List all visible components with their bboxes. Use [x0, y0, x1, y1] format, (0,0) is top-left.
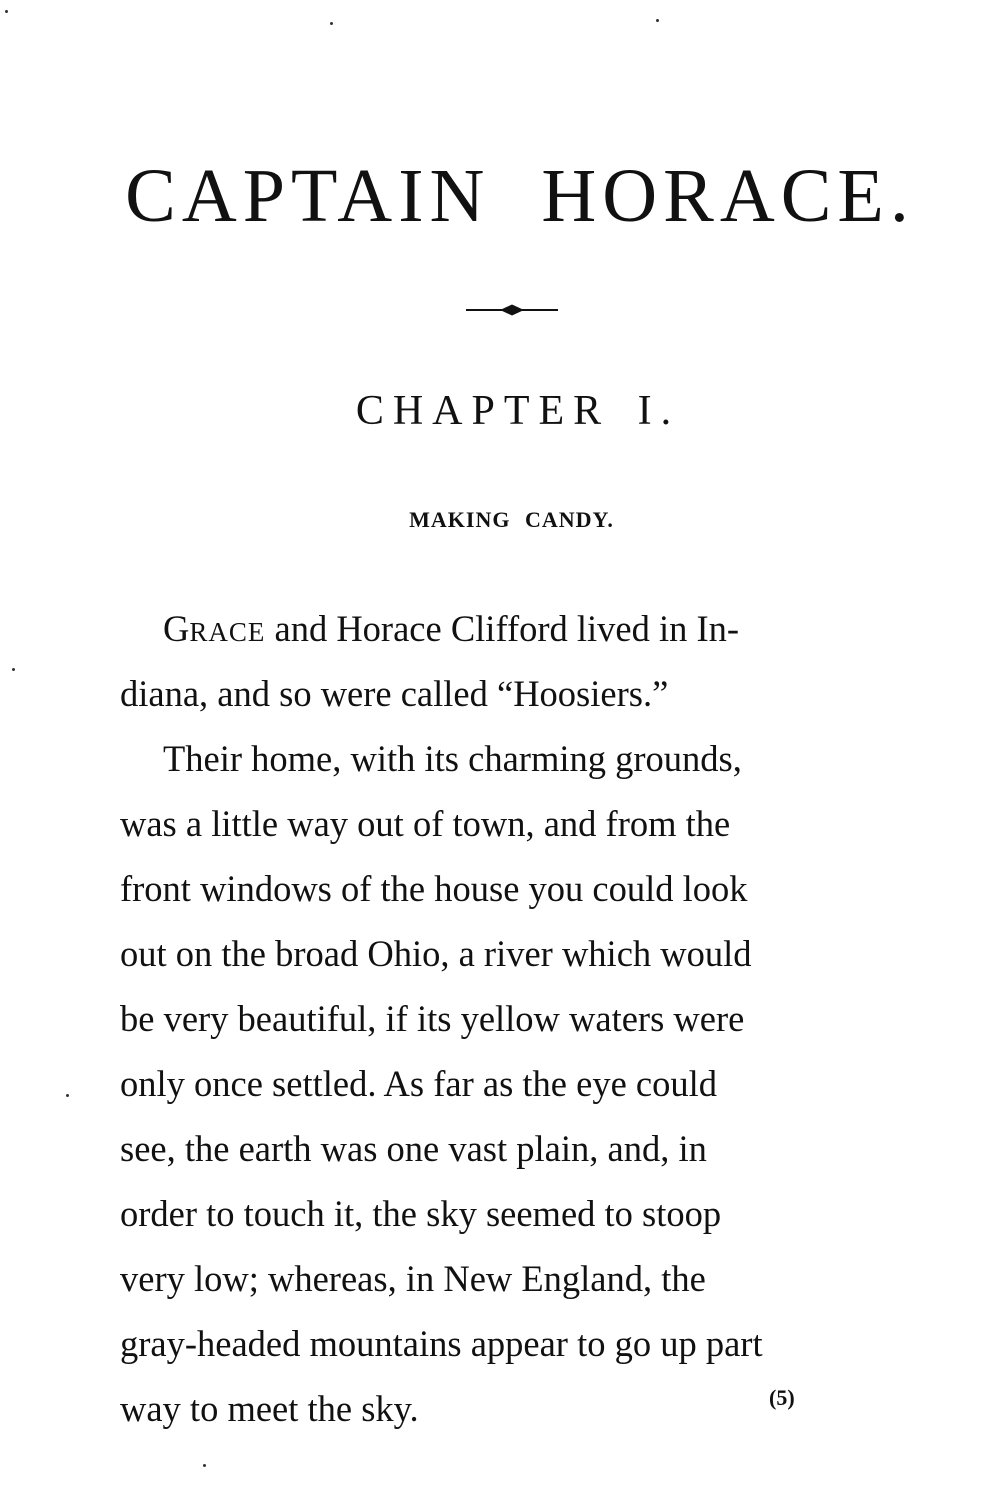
chapter-heading: CHAPTER I.: [355, 388, 681, 434]
book-title: CAPTAIN HORACE.: [125, 154, 915, 238]
body-text: [120, 596, 920, 1441]
text-line: see, the earth was one vast plain, and, in: [120, 1128, 707, 1169]
ornament-rule-icon: [466, 301, 558, 319]
text-line: order to touch it, the sky seemed to stoop: [120, 1193, 722, 1234]
text-line: diana, and so were called “Hoosiers.”: [120, 673, 669, 714]
text-line: be very beautiful, if its yellow waters were: [120, 998, 745, 1039]
ink-speck: [656, 19, 659, 22]
text-line: only once settled. As far as the eye could: [120, 1063, 717, 1104]
ink-speck: [12, 668, 15, 671]
text-line-content: and Horace Clifford lived in In-: [265, 608, 740, 649]
ink-speck: [203, 1464, 206, 1467]
chapter-subtitle: MAKING CANDY.: [409, 507, 614, 532]
opening-capital: G: [163, 608, 190, 649]
text-line: way to meet the sky.: [120, 1388, 419, 1429]
ink-speck: [330, 22, 333, 25]
text-line: [120, 596, 920, 661]
opening-small-caps: RACE: [189, 617, 266, 647]
text-line: was a little way out of town, and from the: [120, 803, 731, 844]
page-number: (5): [769, 1385, 795, 1410]
ink-speck: [66, 1094, 69, 1097]
text-line: front windows of the house you could look: [120, 868, 748, 909]
text-line: out on the broad Ohio, a river which would: [120, 933, 752, 974]
text-line: gray-headed mountains appear to go up part: [120, 1323, 763, 1364]
text-line: very low; whereas, in New England, the: [120, 1258, 706, 1299]
text-line: Their home, with its charming grounds,: [163, 738, 742, 779]
ink-speck: [5, 10, 8, 13]
